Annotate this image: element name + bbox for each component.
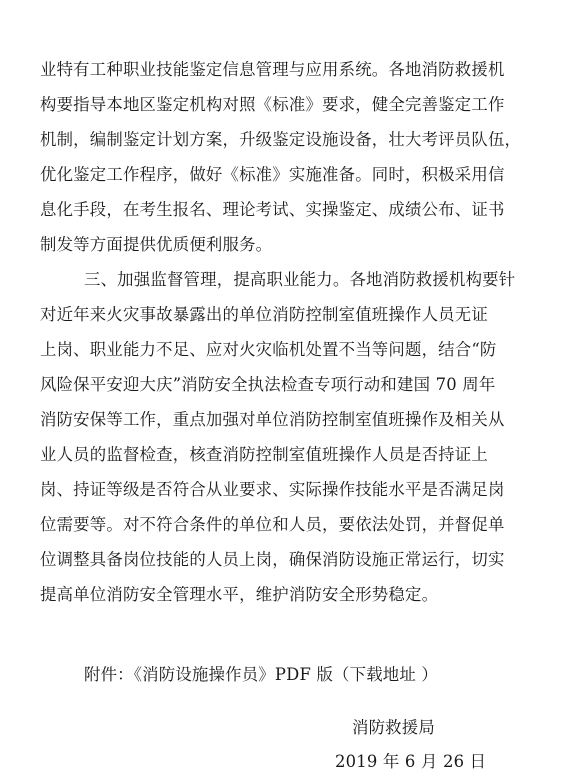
- issue-date: 2019 年 6 月 26 日: [335, 752, 487, 771]
- issuer-signature: 消防救援局: [352, 718, 435, 737]
- paragraph1-line: 制发等方面提供优质便利服务。: [40, 235, 273, 254]
- paragraph1-line: 业特有工种职业技能鉴定信息管理与应用系统。各地消防救援机: [40, 60, 505, 79]
- paragraph2-line: 位需要等。对不符合条件的单位和人员，要依法处罚，并督促单: [40, 515, 505, 534]
- paragraph2-line: 风险保平安迎大庆”消防安全执法检查专项行动和建国 70 周年: [40, 375, 496, 394]
- paragraph2-line: 提高单位消防安全管理水平，维护消防安全形势稳定。: [40, 585, 439, 604]
- paragraph2-line: 对近年来火灾事故暴露出的单位消防控制室值班操作人员无证: [40, 305, 488, 324]
- paragraph1-line: 机制，编制鉴定计划方案，升级鉴定设施设备，壮大考评员队伍，: [40, 130, 522, 149]
- paragraph1-line: 优化鉴定工作程序，做好《标准》实施准备。同时，积极采用信: [40, 165, 505, 184]
- attachment-note: 附件：《消防设施操作员》PDF 版（下载地址 ）: [84, 665, 438, 684]
- paragraph1-line: 息化手段，在考生报名、理论考试、实操鉴定、成绩公布、证书: [40, 200, 505, 219]
- paragraph2-line: 上岗、职业能力不足、应对火灾临机处置不当等问题，结合“防: [40, 340, 497, 359]
- paragraph2-line: 消防安保等工作，重点加强对单位消防控制室值班操作及相关从: [40, 410, 505, 429]
- paragraph2-line: 三、加强监督管理，提高职业能力。各地消防救援机构要针: [84, 270, 516, 289]
- paragraph2-line: 位调整具备岗位技能的人员上岗，确保消防设施正常运行，切实: [40, 550, 505, 569]
- paragraph1-line: 构要指导本地区鉴定机构对照《标准》要求，健全完善鉴定工作: [40, 95, 505, 114]
- paragraph2-line: 业人员的监督检查，核查消防控制室值班操作人员是否持证上: [40, 445, 488, 464]
- paragraph2-line: 岗、持证等级是否符合从业要求、实际操作技能水平是否满足岗: [40, 480, 505, 499]
